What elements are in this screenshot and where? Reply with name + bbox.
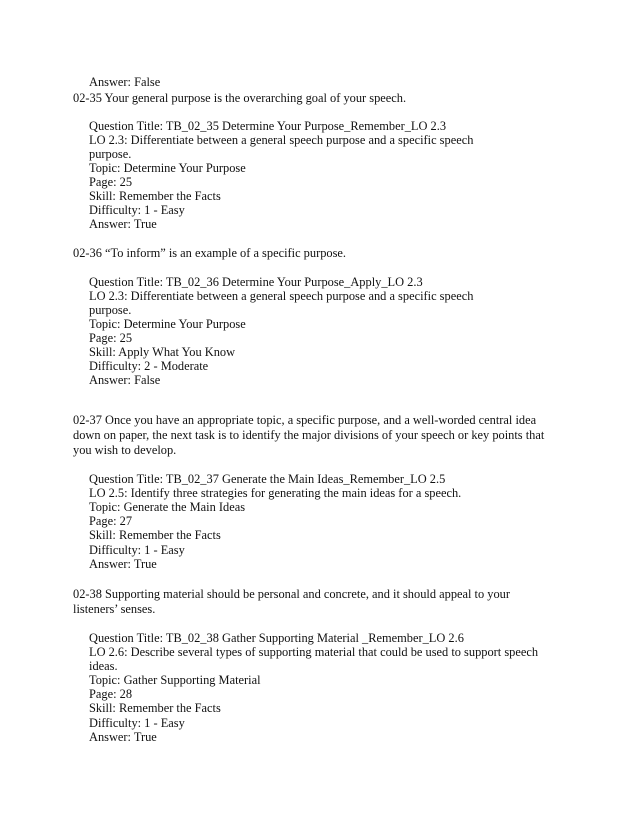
question-stem-cont: listeners’ senses.	[73, 602, 156, 616]
learning-objective: LO 2.6: Describe several types of supporting material that could be used to support speech	[89, 645, 539, 659]
question-stem: 02-38 Supporting material should be personal and concrete, and it should appeal to your	[73, 587, 511, 601]
question-title: Question Title: TB_02_38 Gather Supporting Material _Remember_LO 2.6	[89, 631, 464, 645]
question-title: Question Title: TB_02_35 Determine Your Purpose_Remember_LO 2.3	[89, 119, 447, 133]
question-stem-cont: you wish to develop.	[73, 443, 177, 457]
topic: Topic: Determine Your Purpose	[89, 317, 246, 331]
answer: Answer: False	[89, 373, 161, 387]
learning-objective-cont: purpose.	[89, 303, 132, 317]
question-title: Question Title: TB_02_37 Generate the Main Ideas_Remember_LO 2.5	[89, 472, 446, 486]
skill: Skill: Remember the Facts	[89, 701, 221, 715]
page-number: Page: 27	[89, 514, 133, 528]
page-number: Page: 28	[89, 687, 133, 701]
difficulty: Difficulty: 1 - Easy	[89, 203, 185, 217]
learning-objective: LO 2.3: Differentiate between a general speech purpose and a specific speech	[89, 289, 474, 303]
question-stem-cont: down on paper, the next task is to identify the major divisions of your speech or key points that	[73, 428, 545, 442]
question-title: Question Title: TB_02_36 Determine Your Purpose_Apply_LO 2.3	[89, 275, 423, 289]
page-number: Page: 25	[89, 175, 133, 189]
difficulty: Difficulty: 1 - Easy	[89, 543, 185, 557]
answer: Answer: True	[89, 730, 157, 744]
topic: Topic: Generate the Main Ideas	[89, 500, 246, 514]
learning-objective-cont: ideas.	[89, 659, 118, 673]
question-stem: 02-35 Your general purpose is the overarching goal of your speech.	[73, 91, 407, 105]
answer: Answer: True	[89, 217, 157, 231]
answer: Answer: True	[89, 557, 157, 571]
question-stem: 02-36 “To inform” is an example of a specific purpose.	[73, 246, 347, 260]
topic: Topic: Gather Supporting Material	[89, 673, 261, 687]
skill: Skill: Remember the Facts	[89, 189, 221, 203]
learning-objective: LO 2.3: Differentiate between a general speech purpose and a specific speech	[89, 133, 474, 147]
topic: Topic: Determine Your Purpose	[89, 161, 246, 175]
skill: Skill: Remember the Facts	[89, 528, 221, 542]
learning-objective: LO 2.5: Identify three strategies for generating the main ideas for a speech.	[89, 486, 462, 500]
difficulty: Difficulty: 2 - Moderate	[89, 359, 209, 373]
difficulty: Difficulty: 1 - Easy	[89, 716, 185, 730]
page-number: Page: 25	[89, 331, 133, 345]
learning-objective-cont: purpose.	[89, 147, 132, 161]
previous-answer: Answer: False	[89, 75, 161, 89]
skill: Skill: Apply What You Know	[89, 345, 236, 359]
question-stem: 02-37 Once you have an appropriate topic, a specific purpose, and a well-worded central idea	[73, 413, 537, 427]
